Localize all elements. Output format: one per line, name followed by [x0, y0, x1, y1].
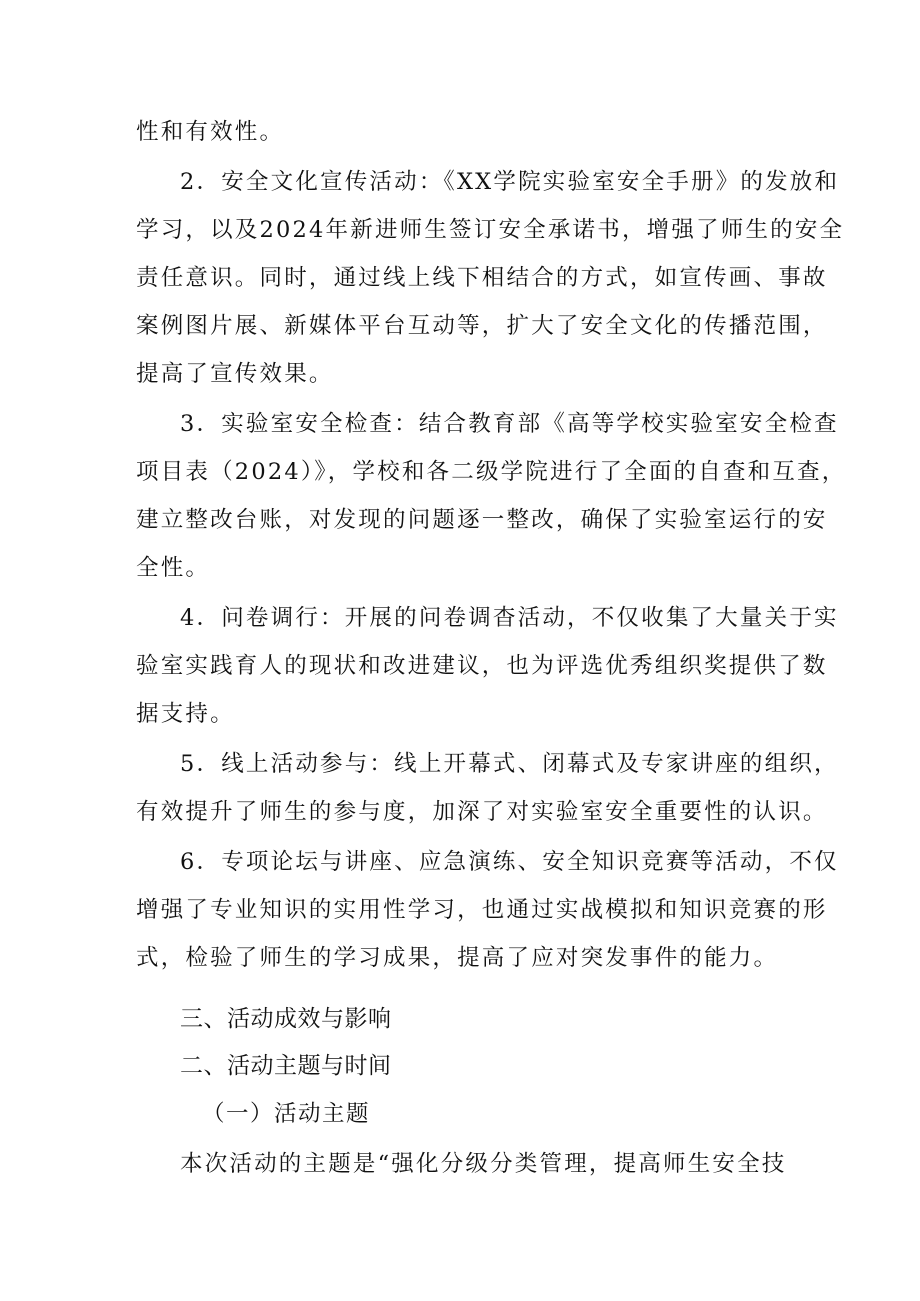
paragraph-line: 性和有效性。 [136, 119, 285, 145]
paragraph-line: 据支持。 [136, 701, 235, 727]
paragraph-line: 建立整改台账，对发现的问题逐一整改，确保了实验室运行的安 [136, 507, 828, 533]
paragraph-line: 责任意识。同时，通过线上线下相结合的方式，如宣传画、事故 [136, 265, 828, 291]
subsection-heading-theme: （一）活动主题 [202, 1101, 371, 1127]
paragraph-line: 增强了专业知识的实用性学习，也通过实战模拟和知识竞赛的形 [136, 897, 828, 923]
section-heading-theme-time: 二、活动主题与时间 [180, 1053, 392, 1079]
paragraph-line: 验室实践育人的现状和改进建议，也为评选优秀组织奖提供了数 [136, 653, 828, 679]
paragraph-line: 案例图片展、新媒体平台互动等，扩大了安全文化的传播范围， [136, 313, 828, 339]
paragraph-line: 3．实验室安全检查：结合教育部《高等学校实验室安全检查 [180, 411, 839, 437]
paragraph-line: 全性。 [136, 555, 211, 581]
paragraph-line: 有效提升了师生的参与度，加深了对实验室安全重要性的认识。 [136, 799, 828, 825]
paragraph-line: 项目表（2024）》，学校和各二级学院进行了全面的自查和互查， [136, 459, 847, 485]
paragraph-line: 6．专项论坛与讲座、应急演练、安全知识竞赛等活动，不仅 [180, 849, 839, 875]
paragraph-line: 提高了宣传效果。 [136, 361, 334, 387]
paragraph-line: 学习，以及2024年新进师生签订安全承诺书，增强了师生的安全 [136, 217, 845, 243]
paragraph-line: 5．线上活动参与：线上开幕式、闭幕式及专家讲座的组织， [180, 751, 839, 777]
paragraph-line: 2．安全文化宣传活动：《XX学院实验室安全手册》的发放和 [180, 169, 840, 195]
paragraph-line: 4．问卷调行：开展的问卷调杳活动，不仅收集了大量关于实 [180, 605, 839, 631]
paragraph-line: 式，检验了师生的学习成果，提高了应对突发事件的能力。 [136, 945, 779, 971]
section-heading-outcomes: 三、活动成效与影响 [180, 1006, 392, 1032]
paragraph-line: 本次活动的主题是“强化分级分类管理，提高师生安全技 [180, 1151, 787, 1177]
